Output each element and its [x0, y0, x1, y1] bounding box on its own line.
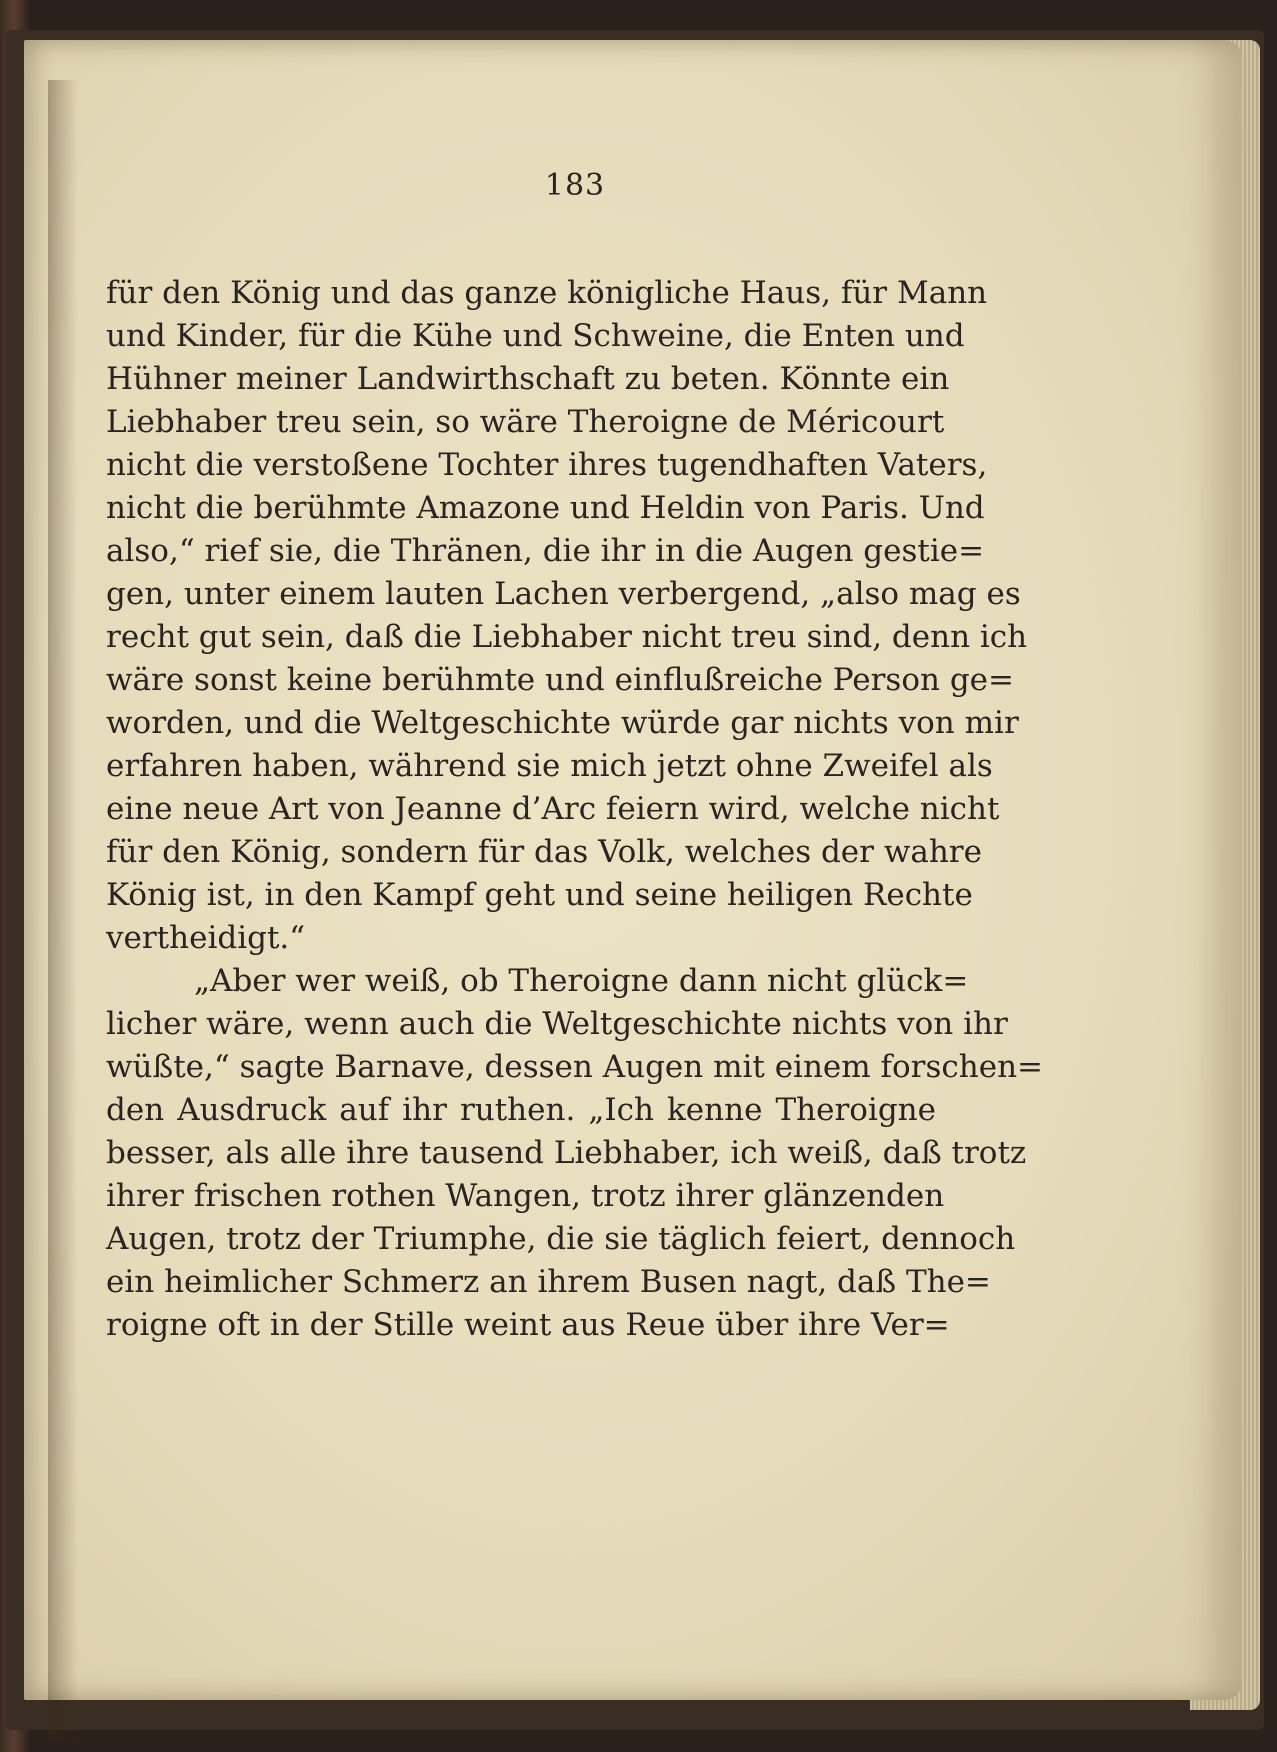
text-line: also,“ rief sie, die Thränen, die ihr in die Augen gestie= — [106, 533, 985, 569]
text-line: besser, als alle ihre tausend Liebhaber, ich weiß, daß trotz — [106, 1135, 1027, 1171]
text-line: „Aber wer weiß, ob Theroigne dann nicht glück= — [194, 963, 969, 999]
gutter-shadow — [48, 80, 78, 1740]
text-line: für den König, sondern für das Volk, welches der wahre — [106, 834, 982, 870]
text-line: erfahren haben, während sie mich jetzt ohne Zweifel als — [106, 748, 993, 784]
text-line: wäre sonst keine berühmte und einflußreiche Person ge= — [106, 662, 1014, 698]
text-line: licher wäre, wenn auch die Weltgeschichte nichts von ihr — [106, 1006, 1008, 1042]
text-line: ihrer frischen rothen Wangen, trotz ihrer glänzenden — [106, 1178, 945, 1214]
text-line: König ist, in den Kampf geht und seine heiligen Rechte — [106, 877, 973, 913]
text-line: und Kinder, für die Kühe und Schweine, die Enten und — [106, 318, 965, 354]
body-text — [106, 272, 1044, 1347]
page-number: 183 — [544, 168, 606, 203]
text-line: nicht die verstoßene Tochter ihres tugendhaften Vaters, — [106, 447, 988, 483]
text-line: Liebhaber treu sein, so wäre Theroigne de Méricourt — [106, 404, 945, 440]
text-line: wüßte,“ sagte Barnave, dessen Augen mit einem forschen= — [106, 1049, 1044, 1085]
text-line: den Ausdruck auf ihr ruthen. „Ich kenne Theroigne — [106, 1092, 936, 1128]
text-line: vertheidigt.“ — [106, 920, 306, 956]
text-line: recht gut sein, daß die Liebhaber nicht treu sind, denn ich — [106, 619, 1028, 655]
text-line: roigne oft in der Stille weint aus Reue über ihre Ver= — [106, 1307, 950, 1343]
text-line: worden, und die Weltgeschichte würde gar nichts von mir — [106, 705, 1019, 741]
text-line: Augen, trotz der Triumphe, die sie täglich feiert, dennoch — [106, 1221, 1016, 1257]
text-line: eine neue Art von Jeanne d’Arc feiern wird, welche nicht — [106, 791, 1000, 827]
text-line: für den König und das ganze königliche Haus, für Mann — [106, 275, 988, 311]
text-line: ein heimlicher Schmerz an ihrem Busen nagt, daß The= — [106, 1264, 991, 1300]
text-line: Hühner meiner Landwirthschaft zu beten. Könnte ein — [106, 361, 950, 397]
text-line: nicht die berühmte Amazone und Heldin von Paris. Und — [106, 490, 985, 526]
text-line: gen, unter einem lauten Lachen verbergend, „also mag es — [106, 576, 1021, 612]
